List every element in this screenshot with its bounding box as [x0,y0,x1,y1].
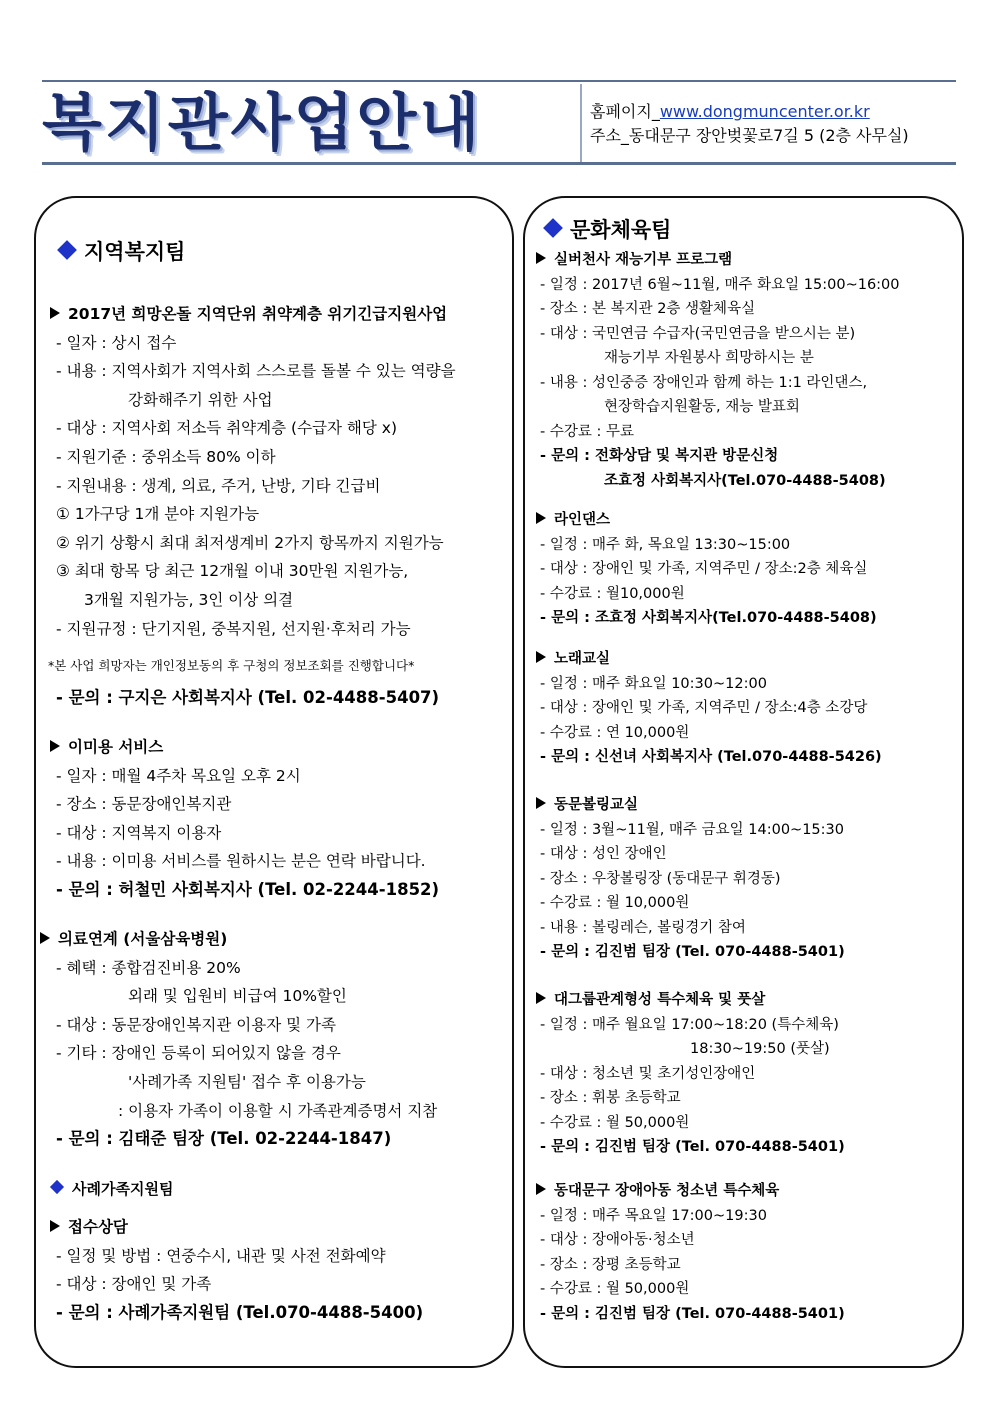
line: - 일정 : 매주 월요일 17:00~18:20 (특수체육) [540,1016,839,1033]
line: 강화해주기 위한 사업 [128,390,273,409]
contact-line: - 문의 : 전화상담 및 복지관 방문신청 [540,448,779,464]
line: 3개월 지원가능, 3인 이상 의결 [84,590,294,609]
line: - 수강료 : 월 10,000원 [540,895,690,911]
line: - 장소 : 휘봉 초등학교 [540,1090,681,1106]
diamond-icon [57,240,77,260]
triangle-icon [536,1183,546,1195]
triangle-icon [50,307,60,319]
line: - 일정 : 매주 목요일 17:00~19:30 [540,1207,767,1224]
line: - 수강료 : 월10,000원 [540,585,685,602]
address-line: 주소_동대문구 장안벚꽃로7길 5 (2층 사무실) [590,126,909,145]
line: - 지원규정 : 단기지원, 중복지원, 선지원·후처리 가능 [56,619,411,638]
line: - 수강료 : 연 10,000원 [540,724,690,741]
contact-line: - 문의 : 구지은 사회복지사 (Tel. 02-4488-5407) [56,688,440,707]
banner-title: 복지관사업안내 [42,86,483,159]
line: - 장소 : 본 복지관 2층 생활체육실 [540,301,756,317]
contact-line: - 문의 : 김진범 팀장 (Tel. 070-4488-5401) [540,1305,845,1322]
line: - 대상 : 청소년 및 초기성인장애인 [540,1065,756,1082]
triangle-icon [536,797,546,809]
section-line-dance [536,508,877,631]
contact-line: - 문의 : 사례가족지원팀 (Tel.070-4488-5400) [56,1302,424,1322]
line: ① 1가구당 1개 분야 지원가능 [56,505,260,524]
line: - 일정 : 2017년 6월~11월, 매주 화요일 15:00~16:00 [540,276,900,293]
section-group-sports-futsal [536,988,845,1160]
triangle-icon [536,651,546,663]
line: - 장소 : 우창볼링장 (동대문구 휘경동) [540,870,781,887]
line: - 장소 : 동문장애인복지관 [56,795,232,814]
section-medical-link [40,925,437,1154]
line: 현장학습지원활동, 재능 발표회 [604,399,800,415]
triangle-icon [536,252,546,264]
line: - 수강료 : 무료 [540,423,634,440]
line: - 대상 : 장애인 및 가족, 지역주민 / 장소:2층 체육실 [540,561,868,577]
line: - 일정 : 3월~11월, 매주 금요일 14:00~15:30 [540,821,844,838]
line: - 대상 : 동문장애인복지관 이용자 및 가족 [56,1015,336,1034]
line: ② 위기 상황시 최대 최저생계비 2가지 항목까지 지원가능 [56,533,444,552]
line: - 지원내용 : 생계, 의료, 주거, 난방, 기타 긴급비 [56,476,381,495]
line: - 일정 : 매주 화, 목요일 13:30~15:00 [540,536,791,553]
header-rule-top [42,80,956,82]
team-title-case-family: 사례가족지원팀 [52,1178,173,1199]
line: - 장소 : 장평 초등학교 [540,1256,681,1273]
section-title: 이미용 서비스 [50,733,439,762]
line: - 대상 : 장애인 및 가족, 지역주민 / 장소:4층 소강당 [540,700,868,716]
line: - 일정 : 매주 화요일 10:30~12:00 [540,675,767,692]
homepage-label: 홈페이지_ [590,102,660,121]
section-title: 노래교실 [536,647,882,672]
section-silver-angel [536,248,900,493]
team-title-culture: 문화체육팀 [546,214,671,244]
section-title: 동대문구 장애아동 청소년 특수체육 [536,1179,845,1204]
triangle-icon [50,1220,60,1232]
line: - 지원기준 : 중위소득 80% 이하 [56,447,276,466]
line: - 수강료 : 월 50,000원 [540,1114,690,1131]
homepage-line [590,100,909,124]
contact-line: 조효정 사회복지사(Tel.070-4488-5408) [604,472,886,489]
diamond-icon [543,218,563,238]
line: - 대상 : 장애아동·청소년 [540,1232,695,1248]
line: 재능기부 자원봉사 희망하시는 분 [604,350,814,366]
triangle-icon [536,512,546,524]
line: - 기타 : 장애인 등록이 되어있지 않을 경우 [56,1044,341,1063]
line: - 일자 : 상시 접수 [56,333,177,352]
diamond-icon [50,1180,64,1194]
line: - 일정 및 방법 : 연중수시, 내관 및 사전 전화예약 [56,1246,386,1265]
header-divider [580,84,582,162]
section-title: 실버천사 재능기부 프로그램 [536,248,900,273]
contact-line: - 문의 : 신선녀 사회복지사 (Tel.070-4488-5426) [540,749,882,765]
section-title: 대그룹관계형성 특수체육 및 풋살 [536,988,845,1013]
line: 18:30~19:50 (풋살) [690,1041,830,1057]
section-title: 의료연계 (서울삼육병원) [40,925,437,954]
header-info [590,100,909,148]
line: - 일자 : 매월 4주차 목요일 오후 2시 [56,766,301,785]
line: ③ 최대 항목 당 최근 12개월 이내 30만원 지원가능, [56,562,409,581]
section-singing-class [536,647,882,770]
section-youth-special-sports [536,1179,845,1326]
section-bowling-class [536,793,845,965]
contact-line: - 문의 : 김진범 팀장 (Tel. 070-4488-5401) [540,944,845,960]
line: - 혜택 : 종합검진비용 20% [56,958,241,977]
line: - 대상 : 국민연금 수급자(국민연금을 받으시는 분) [540,325,856,342]
notice-text: *본 사업 희망자는 개인정보동의 후 구청의 정보조회를 진행합니다* [48,658,415,673]
line: - 대상 : 지역복지 이용자 [56,823,222,842]
contact-line: - 문의 : 김태준 팀장 (Tel. 02-2244-1847) [56,1129,392,1149]
line: - 대상 : 장애인 및 가족 [56,1275,212,1294]
section-title: 라인댄스 [536,508,877,533]
line: - 대상 : 성인 장애인 [540,846,667,862]
section-emergency-support [50,300,456,643]
section-title: 2017년 희망온돌 지역단위 취약계층 위기긴급지원사업 [50,300,456,329]
line: - 수강료 : 월 50,000원 [540,1281,690,1297]
line: - 내용 : 볼링레슨, 볼링경기 참여 [540,919,746,936]
contact-line: - 문의 : 김진범 팀장 (Tel. 070-4488-5401) [540,1139,845,1155]
line: - 내용 : 성인중증 장애인과 함께 하는 1:1 라인댄스, [540,374,868,391]
section-intake-consult [50,1213,423,1327]
triangle-icon [40,932,50,944]
line: : 이용자 가족이 이용할 시 가족관계증명서 지참 [118,1101,438,1120]
triangle-icon [536,992,546,1004]
line: 외래 및 입원비 비급여 10%할인 [128,987,347,1006]
contact-line: - 문의 : 허철민 사회복지사 (Tel. 02-2244-1852) [56,879,440,899]
triangle-icon [50,740,60,752]
team-title-community: 지역복지팀 [60,236,185,266]
line: - 대상 : 지역사회 저소득 취약계층 (수급자 해당 x) [56,419,398,438]
line: - 내용 : 이미용 서비스를 원하시는 분은 연락 바랍니다. [56,852,426,871]
section-title: 접수상담 [50,1213,423,1242]
section-beauty-service [50,733,439,905]
homepage-link[interactable]: www.dongmuncenter.or.kr [659,102,870,121]
line: '사례가족 지원팀' 접수 후 이용가능 [128,1072,366,1091]
contact-line: - 문의 : 조효정 사회복지사(Tel.070-4488-5408) [540,610,877,626]
section-title: 동문볼링교실 [536,793,845,818]
header-rule-bottom [42,162,956,165]
line: - 내용 : 지역사회가 지역사회 스스로를 돌볼 수 있는 역량을 [56,362,456,381]
